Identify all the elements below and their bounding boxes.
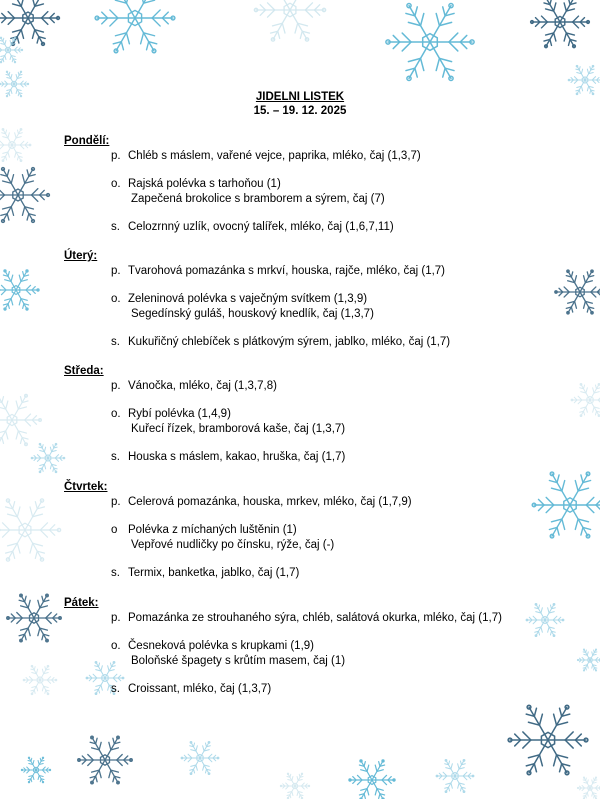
meal-marker: p.	[111, 265, 121, 277]
meal-text: Houska s máslem, kakao, hruška, čaj (1,7)	[128, 451, 346, 463]
day-section	[64, 134, 584, 235]
meal-marker: p.	[111, 380, 121, 392]
meal-marker: p.	[111, 496, 121, 508]
meal-item	[64, 450, 584, 465]
meal-item	[64, 495, 584, 510]
day-name: Úterý:	[64, 250, 98, 262]
day-section	[64, 596, 584, 697]
meal-item	[64, 335, 584, 350]
meal-text: Rybí polévka (1,4,9)	[128, 408, 231, 420]
day-name: Pátek:	[64, 597, 99, 609]
meal-text: Pomazánka ze strouhaného sýra, chléb, salátová okurka, mléko, čaj (1,7)	[128, 612, 502, 624]
menu-title: JIDELNI LISTEK	[255, 91, 345, 103]
meal-marker: s.	[111, 451, 120, 463]
day-section	[64, 364, 584, 465]
meal-text: Chléb s máslem, vařené vejce, paprika, mléko, čaj (1,3,7)	[128, 150, 421, 162]
meal-item	[64, 149, 584, 164]
meal-marker: p.	[111, 150, 121, 162]
meal-item	[64, 177, 584, 207]
meal-marker: s.	[111, 336, 120, 348]
meal-item	[64, 611, 584, 626]
meal-item	[64, 523, 584, 553]
meal-text: Rajská polévka s tarhoňou (1)	[128, 178, 281, 190]
meal-marker: o.	[111, 408, 121, 420]
meal-item	[64, 639, 584, 669]
meal-text: Zeleninová polévka s vaječným svítkem (1,3,9)	[128, 293, 368, 305]
meal-text-line2: Zapečená brokolice s bramborem a sýrem, čaj (7)	[131, 193, 385, 205]
meal-text-line2: Vepřové nudličky po čínsku, rýže, čaj (-)	[131, 539, 335, 551]
meal-item	[64, 682, 584, 697]
day-section	[64, 480, 584, 581]
meal-marker: o	[111, 524, 118, 536]
menu-title-block	[0, 90, 600, 118]
day-name: Pondělí:	[64, 135, 110, 147]
meal-text-line2: Segedínský guláš, houskový knedlík, čaj (1,3,7)	[131, 308, 374, 320]
meal-item	[64, 292, 584, 322]
meal-text: Česneková polévka s krupkami (1,9)	[128, 640, 314, 652]
meal-text: Termix, banketka, jablko, čaj (1,7)	[128, 567, 300, 579]
meal-marker: s.	[111, 221, 120, 233]
menu-dates: 15. – 19. 12. 2025	[253, 105, 347, 117]
meal-text-line2: Boloňské špagety s krůtím masem, čaj (1)	[131, 655, 346, 667]
meal-item	[64, 264, 584, 279]
meal-item	[64, 379, 584, 394]
meal-text: Croissant, mléko, čaj (1,3,7)	[128, 683, 272, 695]
meal-marker: o.	[111, 640, 121, 652]
meal-text: Vánočka, mléko, čaj (1,3,7,8)	[128, 380, 277, 392]
meal-text-line2: Kuřecí řízek, bramborová kaše, čaj (1,3,7)	[131, 423, 346, 435]
meal-marker: p.	[111, 612, 121, 624]
meal-marker: o.	[111, 293, 121, 305]
day-section	[64, 249, 584, 350]
meal-item	[64, 407, 584, 437]
meal-text: Kukuřičný chlebíček s plátkovým sýrem, jablko, mléko, čaj (1,7)	[128, 336, 451, 348]
meal-marker: o.	[111, 178, 121, 190]
meal-marker: s.	[111, 683, 120, 695]
day-name: Čtvrtek:	[64, 481, 108, 493]
meal-text: Polévka z míchaných luštěnin (1)	[128, 524, 297, 536]
meal-item	[64, 566, 584, 581]
meal-item	[64, 220, 584, 235]
meal-text: Tvarohová pomazánka s mrkví, houska, rajče, mléko, čaj (1,7)	[128, 265, 446, 277]
meal-text: Celerová pomazánka, houska, mrkev, mléko, čaj (1,7,9)	[128, 496, 412, 508]
meal-marker: s.	[111, 567, 120, 579]
day-name: Středa:	[64, 365, 104, 377]
meal-text: Celozrnný uzlík, ovocný talířek, mléko, čaj (1,6,7,11)	[128, 221, 394, 233]
